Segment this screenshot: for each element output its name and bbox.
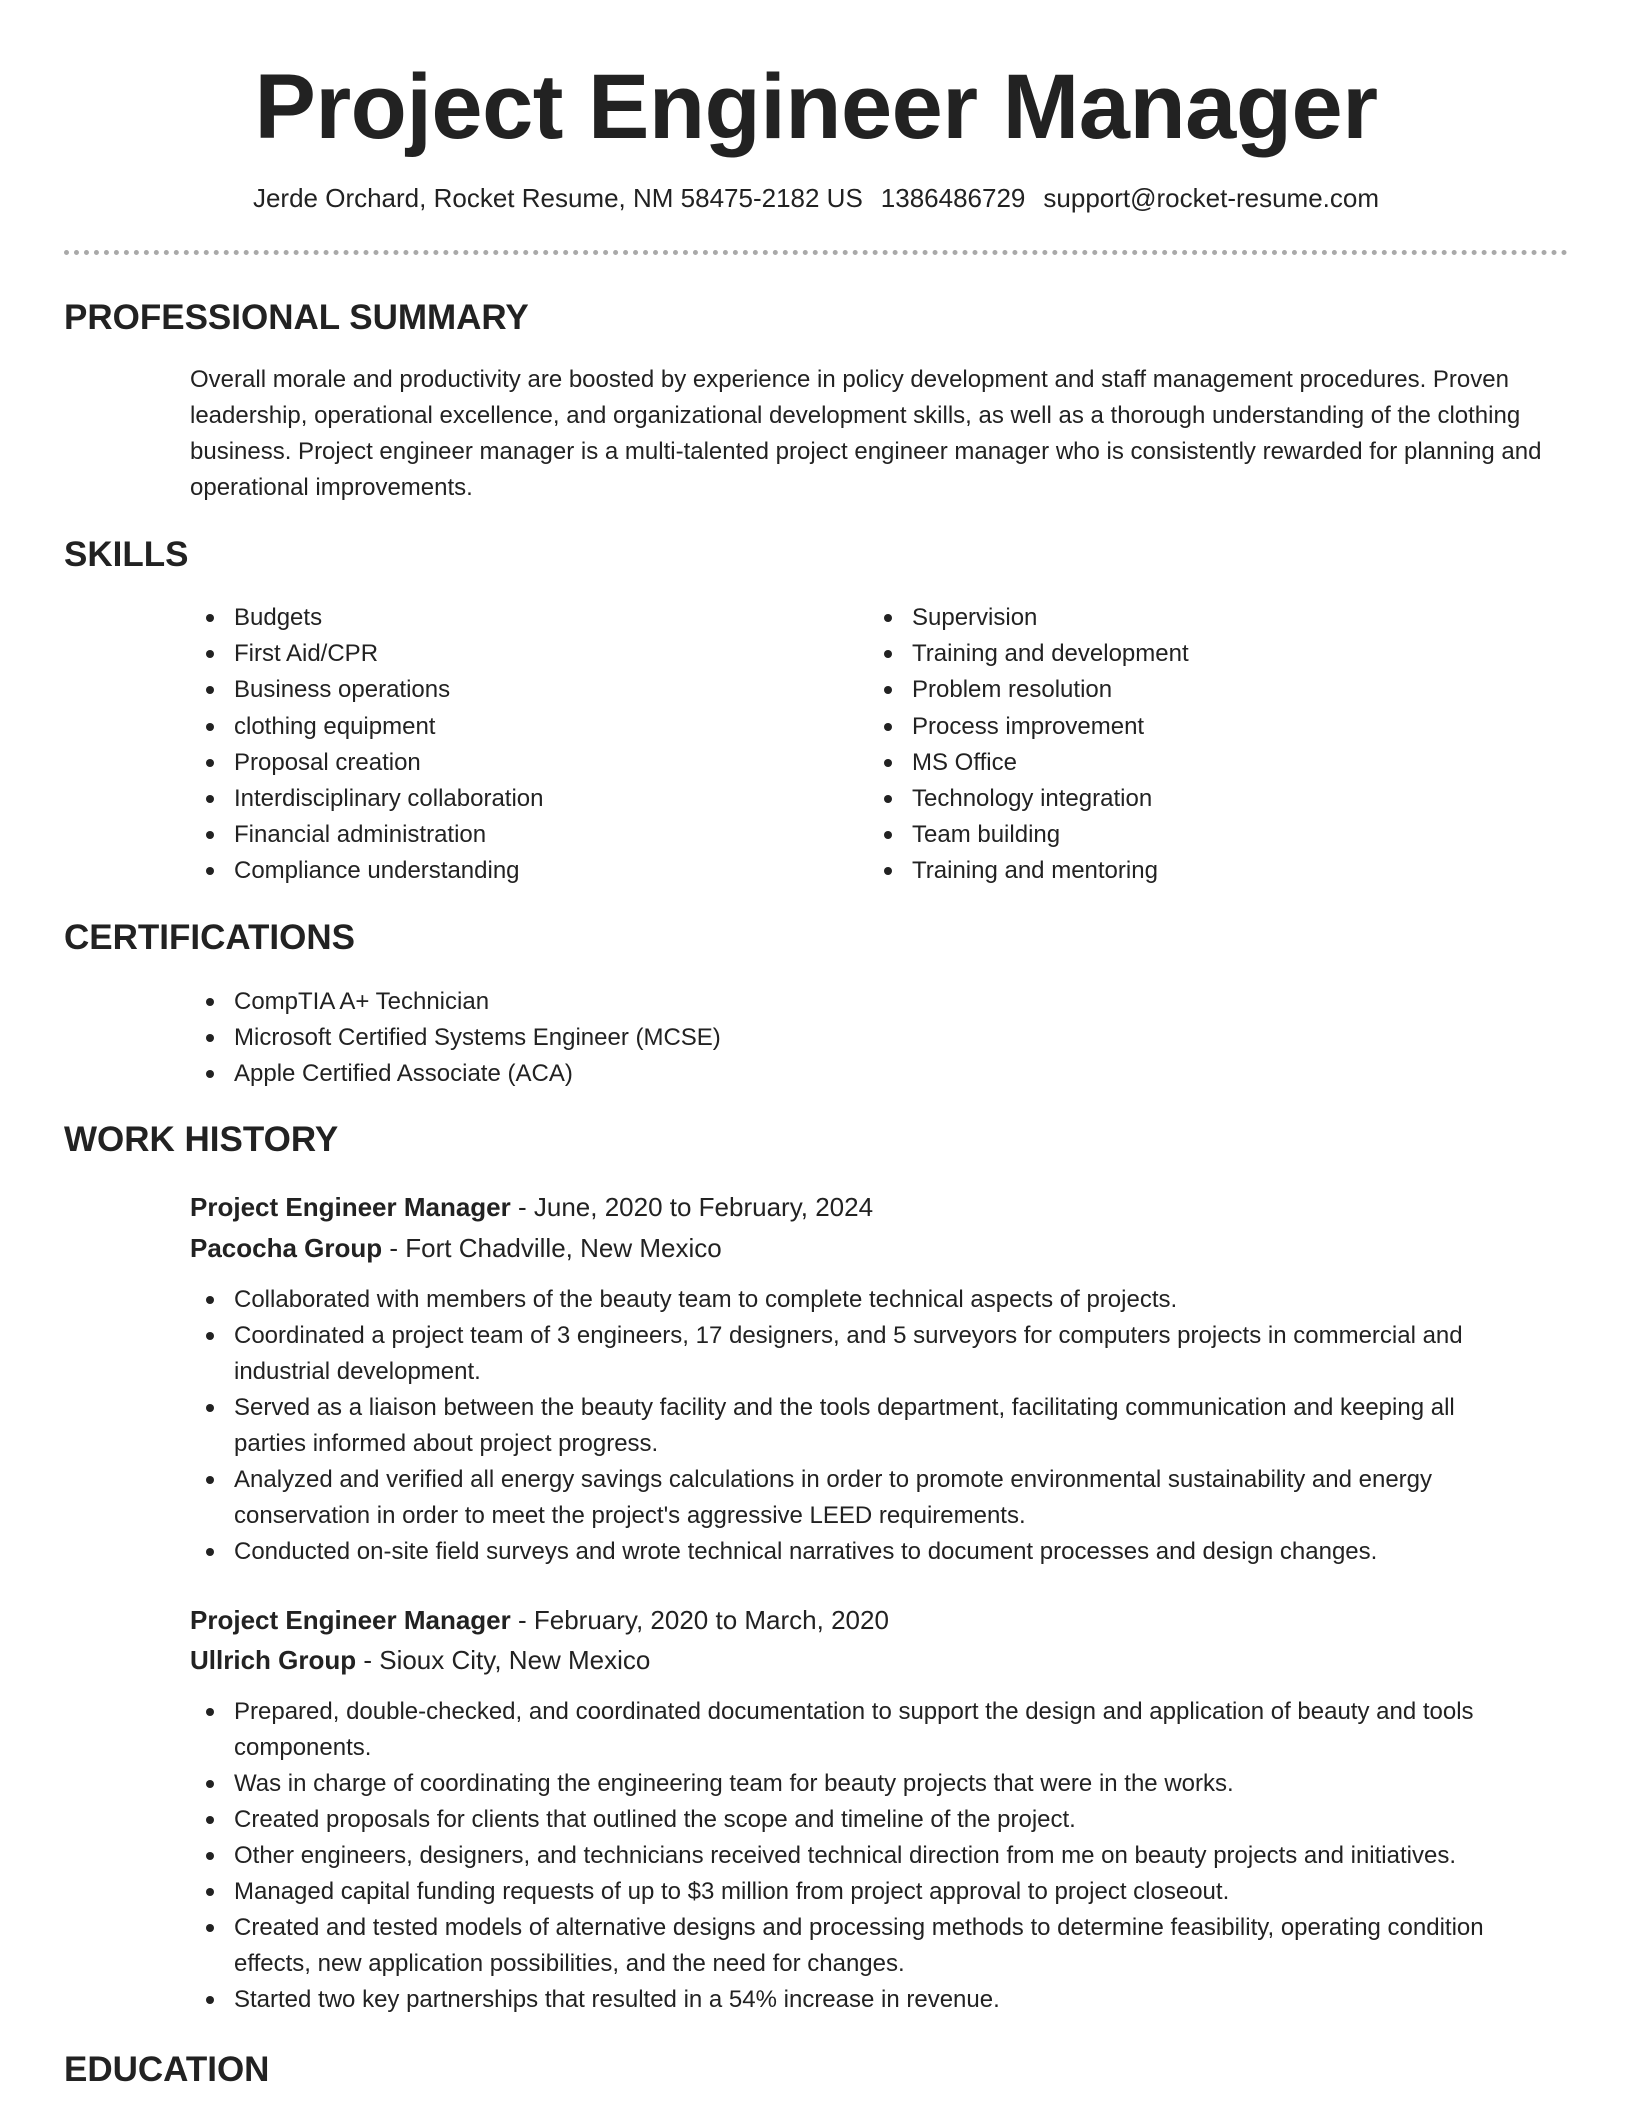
certifications-list <box>190 984 1490 1092</box>
skill-item: Process improvement <box>868 709 1508 745</box>
job-company-line <box>190 1641 650 1679</box>
skill-item: Technology integration <box>868 781 1508 817</box>
skill-item: Budgets <box>190 600 810 636</box>
certification-item: CompTIA A+ Technician <box>190 984 1490 1020</box>
job-dates: - June, 2020 to February, 2024 <box>510 1192 874 1222</box>
job-bullet: Created and tested models of alternative designs and processing methods to determine feasibility, operating condition effects, new application possibilities, and the need for changes. <box>190 1910 1550 1982</box>
skill-item: Training and mentoring <box>868 853 1508 889</box>
job-bullet: Managed capital funding requests of up to $3 million from project approval to project closeout. <box>190 1874 1550 1910</box>
job-bullet: Coordinated a project team of 3 engineers, 17 designers, and 5 surveyors for computers projects in commercial and industrial development. <box>190 1318 1530 1390</box>
header-divider <box>64 250 1568 255</box>
summary-heading: PROFESSIONAL SUMMARY <box>64 298 529 337</box>
summary-text: Overall morale and productivity are boosted by experience in policy development and staff management procedures. Proven leadership, operational excellence, and organizational development skills, as well as a thorough understanding of the clothing business. Project engineer manager is a multi-talented project engineer manager who is consistently rewarded for planning and operational improvements. <box>190 366 1542 501</box>
work-history-heading: WORK HISTORY <box>64 1120 339 1159</box>
contact-line <box>0 180 1632 216</box>
certifications-heading: CERTIFICATIONS <box>64 918 356 957</box>
job-bullet: Served as a liaison between the beauty facility and the tools department, facilitating communication and keeping all parties informed about project progress. <box>190 1390 1530 1462</box>
job-company: Ullrich Group <box>190 1645 357 1675</box>
skills-list-left <box>190 600 810 890</box>
job-company-line <box>190 1229 722 1267</box>
contact-address: Jerde Orchard, Rocket Resume, NM 58475-2182 US <box>252 183 863 213</box>
job-bullet: Created proposals for clients that outlined the scope and timeline of the project. <box>190 1802 1550 1838</box>
job-bullets <box>190 1282 1530 1570</box>
job-bullet: Analyzed and verified all energy savings calculations in order to promote environmental sustainability and energy conservation in order to meet the project's aggressive LEED requirements. <box>190 1462 1530 1534</box>
job-bullet: Conducted on-site field surveys and wrote technical narratives to document processes and design changes. <box>190 1534 1530 1570</box>
job-title-line <box>190 1188 873 1226</box>
skill-item: Problem resolution <box>868 672 1508 708</box>
skill-item: Financial administration <box>190 817 810 853</box>
certification-item: Apple Certified Associate (ACA) <box>190 1056 1490 1092</box>
skill-item: Compliance understanding <box>190 853 810 889</box>
skill-item: Training and development <box>868 636 1508 672</box>
contact-phone: 1386486729 <box>880 183 1026 213</box>
certification-item: Microsoft Certified Systems Engineer (MCSE) <box>190 1020 1490 1056</box>
job-bullet: Started two key partnerships that resulted in a 54% increase in revenue. <box>190 1982 1550 2018</box>
skills-heading: SKILLS <box>64 535 189 574</box>
skill-item: Interdisciplinary collaboration <box>190 781 810 817</box>
education-heading: EDUCATION <box>64 2050 270 2089</box>
candidate-name: Project Engineer Manager <box>254 56 1378 158</box>
job-dates: - February, 2020 to March, 2020 <box>510 1605 889 1635</box>
skill-item: Business operations <box>190 672 810 708</box>
job-bullet: Prepared, double-checked, and coordinated documentation to support the design and application of beauty and tools components. <box>190 1694 1550 1766</box>
skill-item: MS Office <box>868 745 1508 781</box>
skill-item: First Aid/CPR <box>190 636 810 672</box>
job-title-line <box>190 1601 889 1639</box>
job-location: - Sioux City, New Mexico <box>356 1645 651 1675</box>
skill-item: Supervision <box>868 600 1508 636</box>
job-company: Pacocha Group <box>190 1233 383 1263</box>
contact-email[interactable]: support@rocket-resume.com <box>1043 183 1380 213</box>
job-bullet: Was in charge of coordinating the engineering team for beauty projects that were in the works. <box>190 1766 1550 1802</box>
job-bullet: Other engineers, designers, and technicians received technical direction from me on beauty projects and initiatives. <box>190 1838 1550 1874</box>
skill-item: Team building <box>868 817 1508 853</box>
job-bullet: Collaborated with members of the beauty team to complete technical aspects of projects. <box>190 1282 1530 1318</box>
skills-list-right <box>868 600 1508 890</box>
job-role: Project Engineer Manager <box>190 1605 511 1635</box>
job-location: - Fort Chadville, New Mexico <box>382 1233 722 1263</box>
job-bullets <box>190 1694 1550 2018</box>
job-role: Project Engineer Manager <box>190 1192 511 1222</box>
skill-item: clothing equipment <box>190 709 810 745</box>
skill-item: Proposal creation <box>190 745 810 781</box>
